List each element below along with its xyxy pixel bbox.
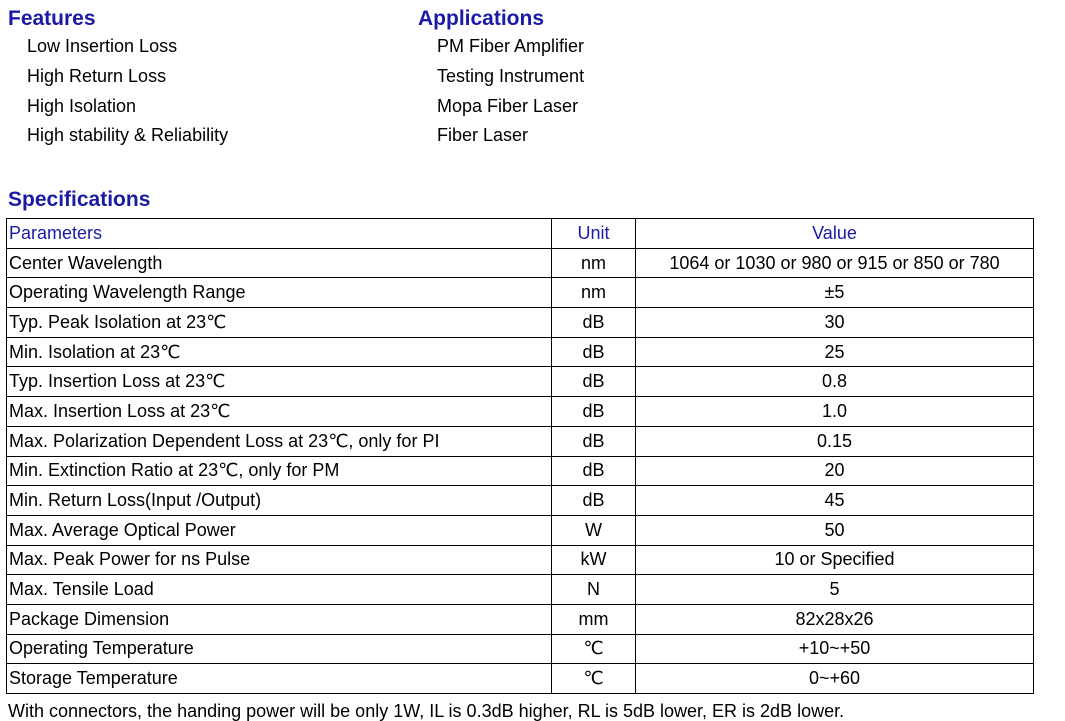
feature-item: High Return Loss [27, 65, 167, 86]
table-row [7, 248, 1034, 278]
table-row [7, 545, 1034, 575]
table-row [7, 604, 1034, 634]
specifications-table [6, 218, 1034, 694]
unit-cell: dB [552, 397, 636, 427]
unit-cell: W [552, 515, 636, 545]
table-row [7, 634, 1034, 664]
value-cell: 0~+60 [636, 664, 1034, 694]
value-cell: 0.15 [636, 426, 1034, 456]
unit-cell: ℃ [552, 664, 636, 694]
value-cell: 0.8 [636, 367, 1034, 397]
parameter-cell: Package Dimension [7, 604, 552, 634]
application-item: Fiber Laser [437, 125, 529, 146]
features-list [27, 32, 228, 151]
value-cell: +10~+50 [636, 634, 1034, 664]
parameters-header: Parameters [7, 219, 552, 249]
specifications-title: Specifications [8, 188, 151, 211]
value-cell: 10 or Specified [636, 545, 1034, 575]
unit-cell: ℃ [552, 634, 636, 664]
value-header: Value [636, 219, 1034, 249]
table-row [7, 397, 1034, 427]
parameter-cell: Max. Peak Power for ns Pulse [7, 545, 552, 575]
table-row [7, 575, 1034, 605]
table-row [7, 278, 1034, 308]
table-row [7, 308, 1034, 338]
application-item: Mopa Fiber Laser [437, 95, 579, 116]
value-cell: 82x28x26 [636, 604, 1034, 634]
value-cell: 1.0 [636, 397, 1034, 427]
feature-item: Low Insertion Loss [27, 36, 178, 56]
value-cell: 1064 or 1030 or 980 or 915 or 850 or 780 [636, 248, 1034, 278]
table-row [7, 486, 1034, 516]
unit-cell: mm [552, 604, 636, 634]
unit-cell: N [552, 575, 636, 605]
unit-cell: dB [552, 337, 636, 367]
value-cell: 50 [636, 515, 1034, 545]
value-cell: 30 [636, 308, 1034, 338]
unit-cell: nm [552, 278, 636, 308]
unit-cell: kW [552, 545, 636, 575]
parameter-cell: Typ. Peak Isolation at 23℃ [7, 308, 552, 338]
parameter-cell: Max. Polarization Dependent Loss at 23℃, only for PI [7, 426, 552, 456]
value-cell: ±5 [636, 278, 1034, 308]
table-row [7, 515, 1034, 545]
footnote: With connectors, the handing power will be only 1W, IL is 0.3dB higher, RL is 5dB lower, ER is 2dB lower. [8, 701, 845, 721]
feature-item: High stability & Reliability [27, 125, 229, 146]
parameter-cell: Min. Isolation at 23℃ [7, 337, 552, 367]
table-row [7, 664, 1034, 694]
value-cell: 20 [636, 456, 1034, 486]
parameter-cell: Min. Extinction Ratio at 23℃, only for PM [7, 456, 552, 486]
parameter-cell: Typ. Insertion Loss at 23℃ [7, 367, 552, 397]
value-cell: 25 [636, 337, 1034, 367]
value-cell: 45 [636, 486, 1034, 516]
value-cell: 5 [636, 575, 1034, 605]
unit-cell: dB [552, 308, 636, 338]
applications-list [437, 32, 584, 151]
unit-cell: dB [552, 456, 636, 486]
table-row [7, 337, 1034, 367]
unit-cell: dB [552, 486, 636, 516]
applications-title: Applications [418, 7, 545, 30]
unit-cell: nm [552, 248, 636, 278]
feature-item: High Isolation [27, 95, 137, 116]
specifications-body [7, 248, 1034, 693]
parameter-cell: Storage Temperature [7, 664, 552, 694]
table-row [7, 426, 1034, 456]
application-item: Testing Instrument [437, 65, 585, 86]
unit-cell: dB [552, 426, 636, 456]
parameter-cell: Max. Average Optical Power [7, 515, 552, 545]
parameter-cell: Min. Return Loss(Input /Output) [7, 486, 552, 516]
unit-cell: dB [552, 367, 636, 397]
parameter-cell: Operating Temperature [7, 634, 552, 664]
parameter-cell: Center Wavelength [7, 248, 552, 278]
unit-header: Unit [552, 219, 636, 249]
features-title: Features [8, 7, 96, 30]
table-row [7, 367, 1034, 397]
table-header-row [7, 219, 1034, 249]
parameter-cell: Max. Tensile Load [7, 575, 552, 605]
application-item: PM Fiber Amplifier [437, 36, 585, 56]
parameter-cell: Operating Wavelength Range [7, 278, 552, 308]
table-row [7, 456, 1034, 486]
parameter-cell: Max. Insertion Loss at 23℃ [7, 397, 552, 427]
